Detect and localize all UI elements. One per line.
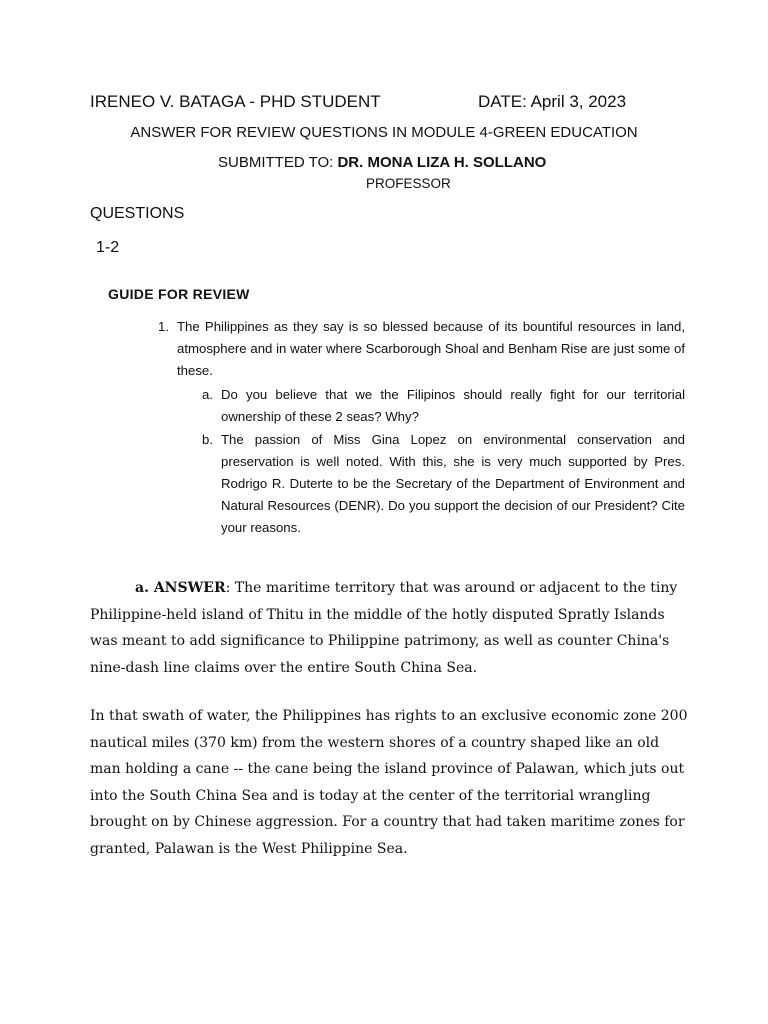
submitted-to-line (218, 154, 546, 171)
question-1-text: The Philippines as they say is so blessed because of its bountiful resources in land, atmosphere and in water where Scarborough Shoal and Benham Rise are just some of these. (177, 319, 685, 378)
professor-title: PROFESSOR (366, 176, 451, 191)
question-1-number: 1. (158, 319, 169, 334)
submitted-label: SUBMITTED TO: (218, 154, 338, 171)
question-b-label: b. (202, 432, 213, 447)
date-line: DATE: April 3, 2023 (478, 92, 627, 111)
question-a-label: a. (202, 387, 213, 402)
author-line: IRENEO V. BATAGA - PHD STUDENT (90, 92, 381, 111)
answer-paragraph-2: In that swath of water, the Philippines has rights to an exclusive economic zone 200 nautical miles (370 km) from the western shores of a country shaped like an old man holding a cane -- the cane being the island province of Palawan, which juts out into the South China Sea and is today at the center of the territorial wrangling brought on by Chinese aggression. For a country that had taken maritime zones for granted, Palawan is the West Philippine Sea. (90, 708, 688, 857)
answer-paragraph (90, 575, 690, 681)
answer-text: : The maritime territory that was around or adjacent to the tiny Philippine-held island of Thitu in the middle of the hotly disputed Spratly Islands was meant to add significance to Philippine patrimony, as well as counter China's nine-dash line claims over the entire South China Sea. (90, 580, 678, 676)
question-a-text: Do you believe that we the Filipinos should really fight for our territorial ownership of these 2 seas? Why? (221, 387, 685, 424)
submitted-name: DR. MONA LIZA H. SOLLANO (337, 154, 547, 171)
document-subtitle: ANSWER FOR REVIEW QUESTIONS IN MODULE 4-GREEN EDUCATION (130, 124, 638, 141)
answer-label: a. ANSWER (135, 580, 226, 596)
guide-for-review-image (96, 280, 696, 550)
questions-heading: QUESTIONS (90, 205, 185, 222)
question-b-text: The passion of Miss Gina Lopez on environmental conservation and preservation is well noted. With this, she is very much supported by Pres. Rodrigo R. Duterte to be the Secretary of the Department of Environment and Natural Resources (DENR). Do you support the decision of our President? Cite your reasons. (221, 432, 685, 535)
guide-title: GUIDE FOR REVIEW (108, 286, 250, 302)
questions-range: 1-2 (96, 239, 120, 256)
